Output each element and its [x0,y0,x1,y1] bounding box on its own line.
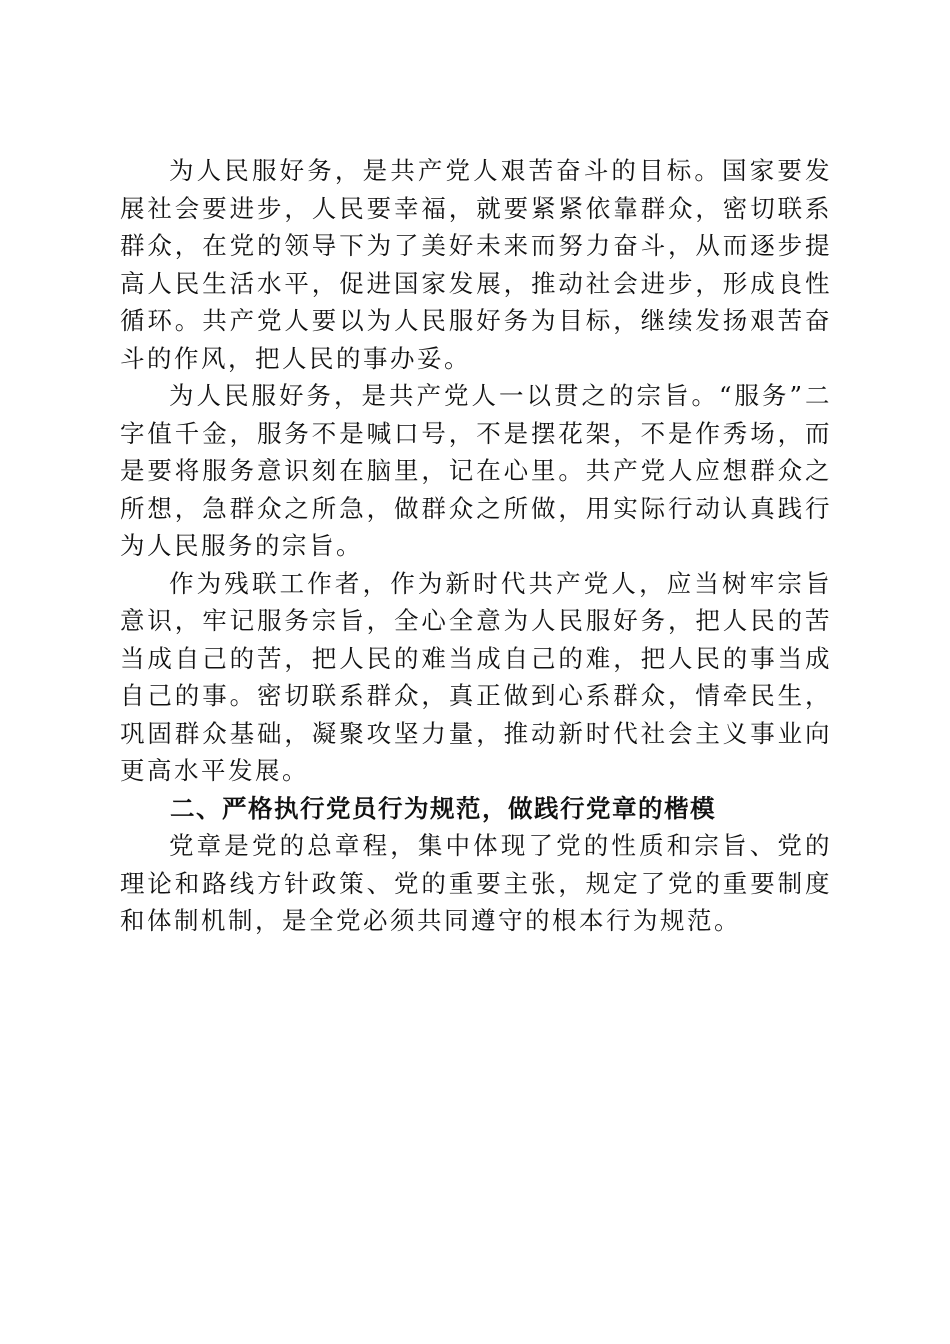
paragraph-1: 为人民服好务，是共产党人艰苦奋斗的目标。国家要发展社会要进步，人民要幸福，就要紧紧依靠群众，密切联系群众，在党的领导下为了美好未来而努力奋斗，从而逐步提高人民生活水平，促进国家发展，推动社会进步，形成良性循环。共产党人要以为人民服好务为目标，继续发扬艰苦奋斗的作风，把人民的事办妥。 [120,156,832,373]
section-heading: 二、严格执行党员行为规范，做践行党章的楷模 [170,793,716,823]
section-paragraph: 党章是党的总章程，集中体现了党的性质和宗旨、党的理论和路线方针政策、党的重要主张，规定了党的重要制度和体制机制，是全党必须共同遵守的根本行为规范。 [120,831,832,935]
document-body [120,152,832,940]
paragraph-3: 作为残联工作者，作为新时代共产党人，应当树牢宗旨意识，牢记服务宗旨，全心全意为人民服好务，把人民的苦当成自己的苦，把人民的难当成自己的难，把人民的事当成自己的事。密切联系群众，真正做到心系群众，情牵民生，巩固群众基础，凝聚攻坚力量，推动新时代社会主义事业向更高水平发展。 [120,568,832,785]
paragraph-2: 为人民服好务，是共产党人一以贯之的宗旨。“服务”二字值千金，服务不是喊口号，不是摆花架，不是作秀场，而是要将服务意识刻在脑里，记在心里。共产党人应想群众之所想，急群众之所急，做群众之所做，用实际行动认真践行为人民服务的宗旨。 [120,381,832,560]
